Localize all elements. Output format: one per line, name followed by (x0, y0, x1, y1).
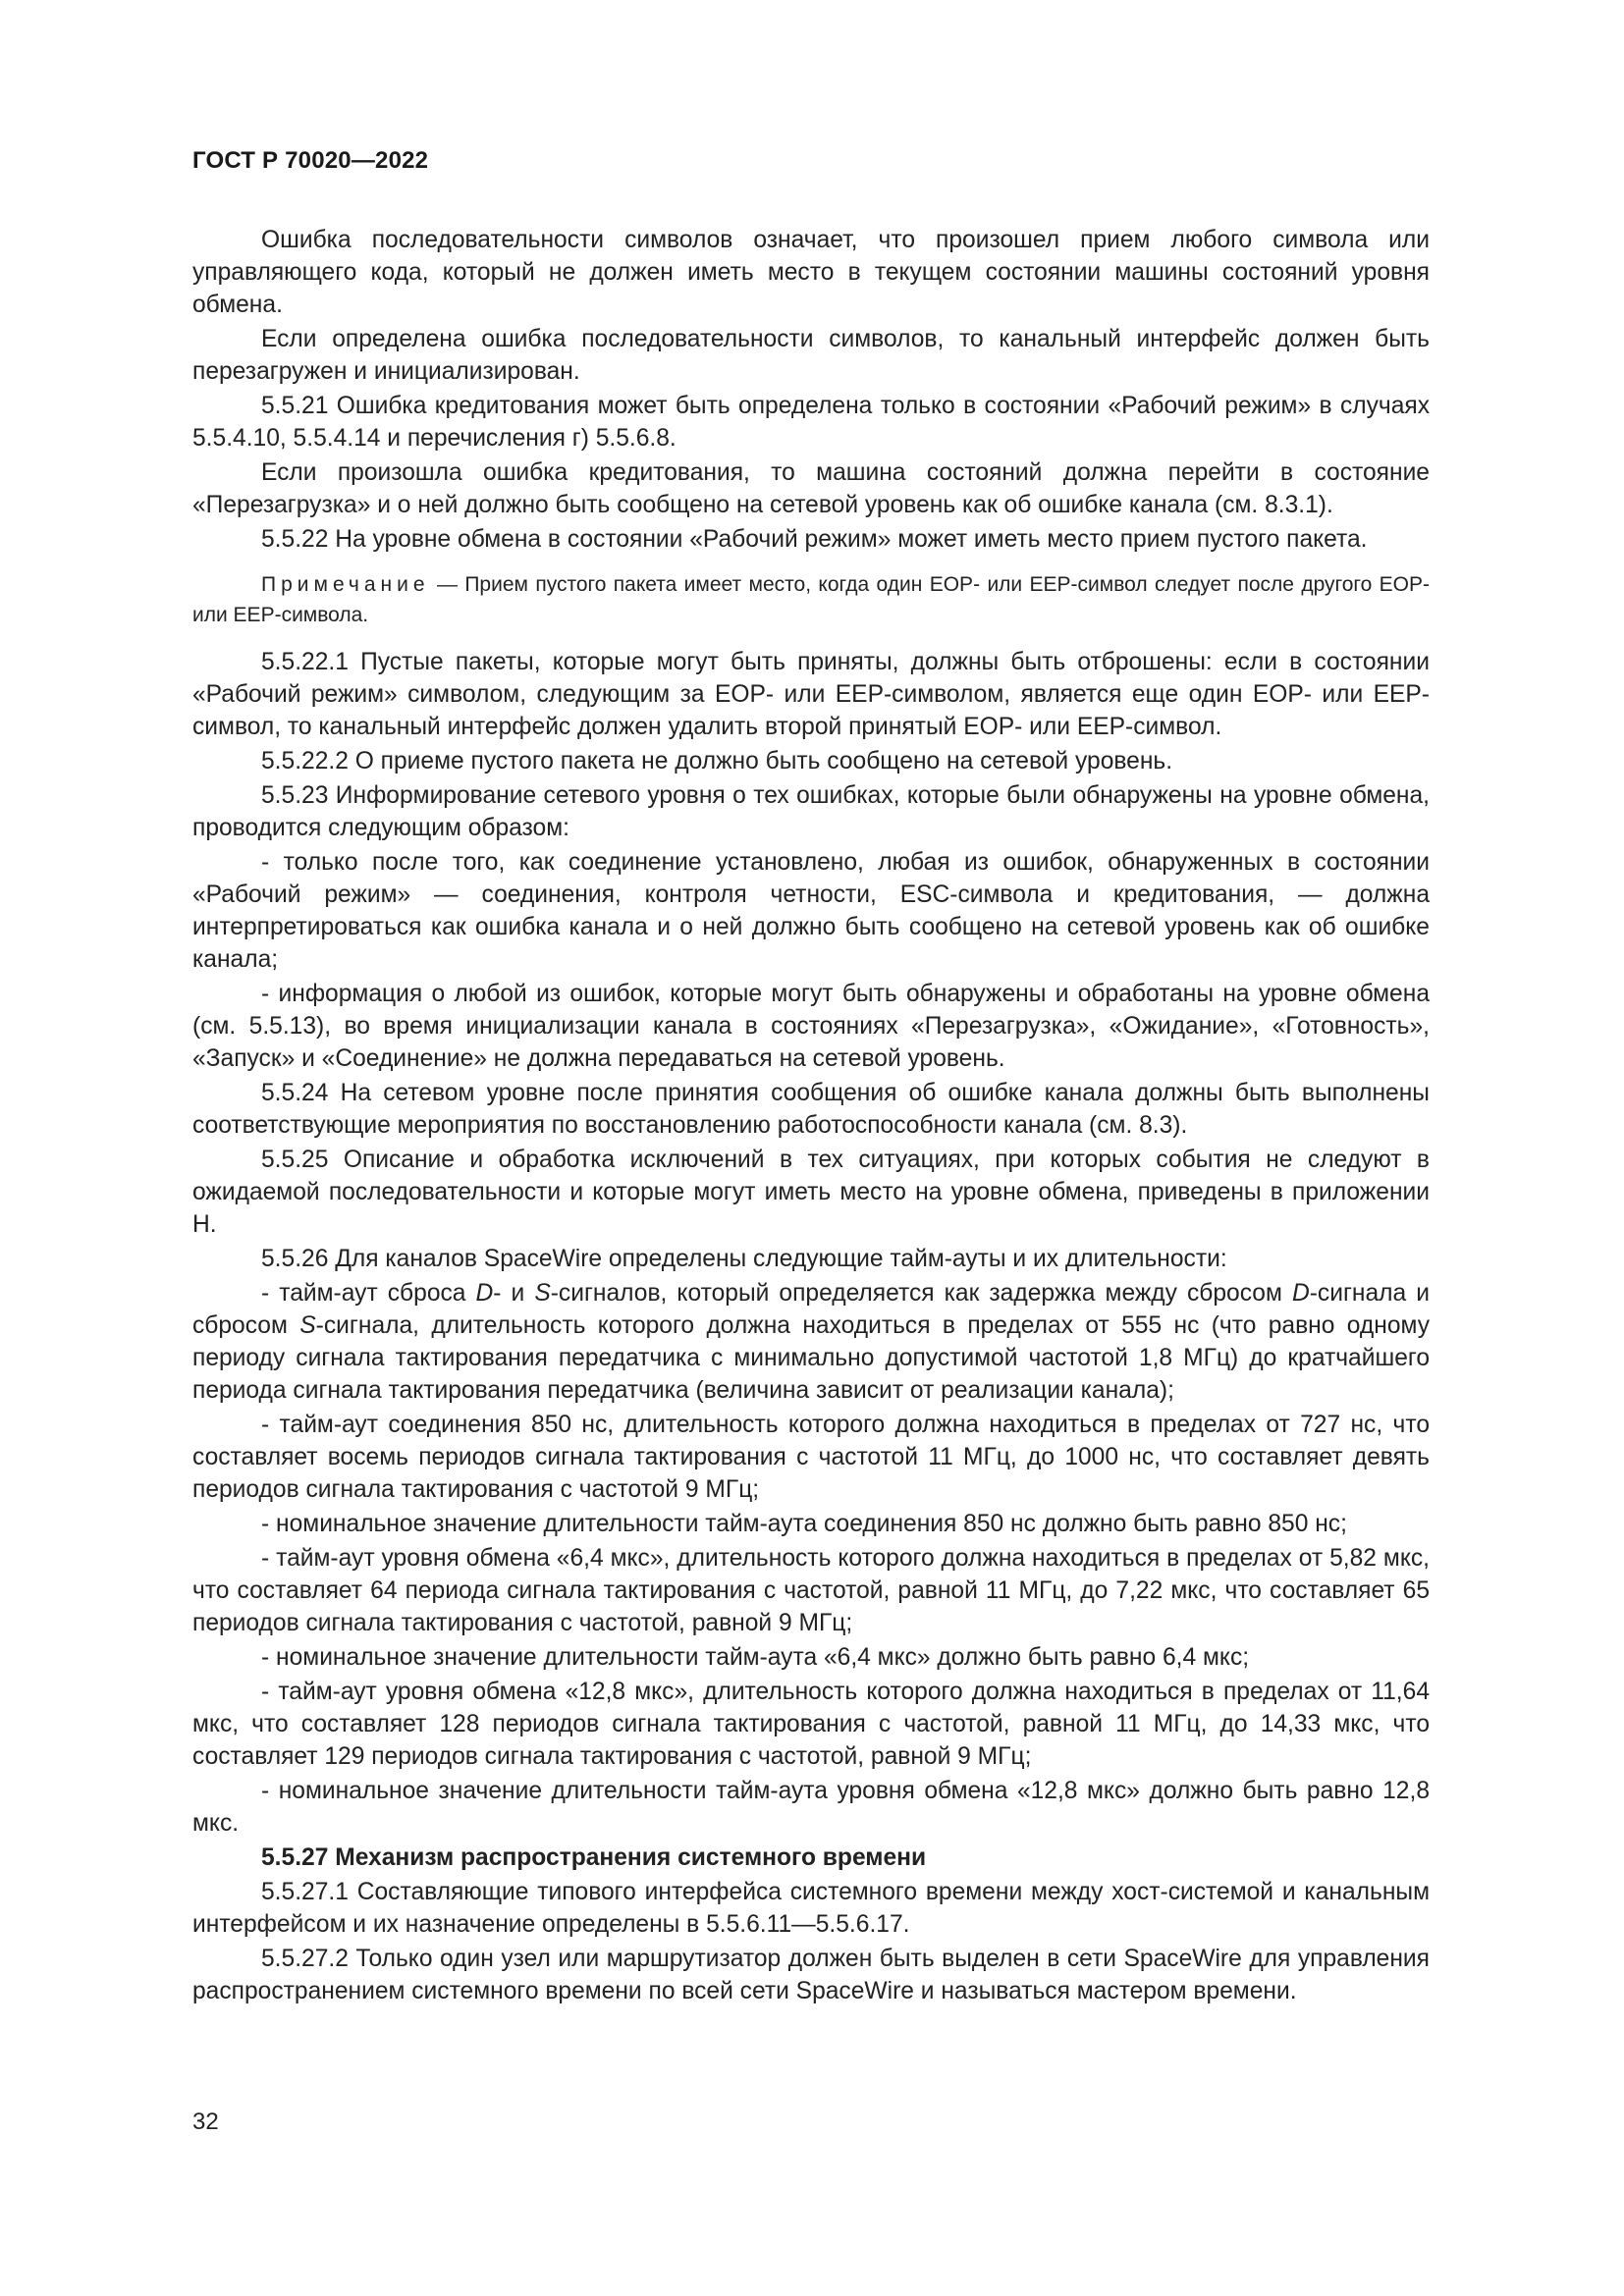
clause-5-5-22: 5.5.22 На уровне обмена в состоянии «Рабочий режим» может иметь место прием пустого пакета. (261, 526, 1368, 553)
document-header: ГОСТ Р 70020—2022 (192, 147, 429, 174)
list-item: - тайм-аут сброса D- и S-сигналов, который определяется как задержка между сбросом D-сигнала и сбросом S-сигнала, длительность которого должна находиться в пределах от 555 нс (что равно одному периоду сигнала тактирования передатчика с минимально допустимой частотой 1,8 МГц) до кратчайшего периода сигнала тактирования передатчика (величина зависит от реализации канала); (192, 1280, 1431, 1404)
clause-5-5-23: 5.5.23 Информирование сетевого уровня о тех ошибках, которые были обнаружены на уровне обмена, проводится следующим образом: (192, 782, 1430, 841)
clause-5-5-21: 5.5.21 Ошибка кредитования может быть определена только в состоянии «Рабочий режим» в случаях 5.5.4.10, 5.5.4.14 и перечисления г) 5.5.6.8. (192, 393, 1430, 452)
paragraph: Если определена ошибка последовательности символов, то канальный интерфейс должен быть перезагружен и инициализирован. (192, 326, 1430, 385)
list-item: - тайм-аут соединения 850 нс, длительность которого должна находиться в пределах от 727 нс, что составляет восемь периодов сигнала тактирования с частотой 11 МГц, до 1000 нс, что составляет девять периодов сигнала тактирования с частотой 9 МГц; (192, 1412, 1430, 1503)
document-body (192, 224, 1430, 2009)
list-item: - тайм-аут уровня обмена «12,8 мкс», длительность которого должна находиться в пределах от 11,64 мкс, что составляет 128 периодов сигнала тактирования с частотой, равной 11 МГц, до 14,33 мкс, что составляет 129 периодов сигнала тактирования с частотой, равной 9 МГц; (192, 1679, 1430, 1770)
note-text: — Прием пустого пакета имеет место, когда один EOP- или EEP-символ следует после другого EOP- или EEP-символа. (192, 573, 1430, 626)
clause-5-5-27-1: 5.5.27.1 Составляющие типового интерфейса системного времени между хост-системой и канальным интерфейсом и их назначение определены в 5.5.6.11—5.5.6.17. (192, 1879, 1430, 1938)
clause-5-5-24: 5.5.24 На сетевом уровне после принятия сообщения об ошибке канала должны быть выполнены соответствующие мероприятия по восстановлению работоспособности канала (см. 8.3). (192, 1080, 1430, 1139)
clause-5-5-26: 5.5.26 Для каналов SpaceWire определены следующие тайм-ауты и их длительности: (261, 1246, 1227, 1272)
clause-5-5-25: 5.5.25 Описание и обработка исключений в тех ситуациях, при которых события не следуют в ожидаемой последовательности и которые могут иметь место на уровне обмена, приведены в приложении Н. (192, 1147, 1430, 1238)
note-paragraph (192, 569, 1430, 630)
paragraph: Если произошла ошибка кредитования, то машина состояний должна перейти в состояние «Перезагрузка» и о ней должно быть сообщено на сетевой уровень как об ошибке канала (см. 8.3.1). (192, 459, 1430, 518)
clause-5-5-22-1: 5.5.22.1 Пустые пакеты, которые могут быть приняты, должны быть отброшены: если в состоянии «Рабочий режим» символом, следующим за EOP- или EEP-символом, является еще один EOP- или EEP-символ, то канальный интерфейс должен удалить второй принятый EOP- или EEP-символ. (192, 649, 1430, 740)
clause-5-5-27-2: 5.5.27.2 Только один узел или маршрутизатор должен быть выделен в сети SpaceWire для управления распространением системного времени по всей сети SpaceWire и называться мастером времени. (192, 1946, 1430, 2004)
list-item: - номинальное значение длительности тайм-аута уровня обмена «12,8 мкс» должно быть равно 12,8 мкс. (192, 1778, 1430, 1837)
list-item: - информация о любой из ошибок, которые могут быть обнаружены и обработаны на уровне обмена (см. 5.5.13), во время инициализации канала в состояниях «Перезагрузка», «Ожидание», «Готовность», «Запуск» и «Соединение» не должна передаваться на сетевой уровень. (192, 981, 1430, 1072)
note-label: Примечание (261, 573, 430, 596)
paragraph: Ошибка последовательности символов означает, что произошел прием любого символа или управляющего кода, который не должен иметь место в текущем состоянии машины состояний уровня обмена. (192, 227, 1430, 318)
list-item: - тайм-аут уровня обмена «6,4 мкс», длительность которого должна находиться в пределах от 5,82 мкс, что составляет 64 периода сигнала тактирования с частотой, равной 11 МГц, до 7,22 мкс, что составляет 65 периодов сигнала тактирования с частотой, равной 9 МГц; (192, 1545, 1430, 1636)
page-number: 32 (192, 2109, 219, 2135)
list-item: - только после того, как соединение установлено, любая из ошибок, обнаруженных в состоянии «Рабочий режим» — соединения, контроля четности, ESC-символа и кредитования, — должна интерпретироваться как ошибка канала и о ней должно быть сообщено на сетевой уровень как об ошибке канала; (192, 849, 1430, 973)
list-item: - номинальное значение длительности тайм-аута «6,4 мкс» должно быть равно 6,4 мкс; (261, 1644, 1250, 1671)
clause-5-5-22-2: 5.5.22.2 О приеме пустого пакета не должно быть сообщено на сетевой уровень. (261, 748, 1173, 774)
list-item: - номинальное значение длительности тайм-аута соединения 850 нс должно быть равно 850 нс; (261, 1511, 1347, 1537)
section-heading: 5.5.27 Механизм распространения системного времени (261, 1844, 927, 1871)
